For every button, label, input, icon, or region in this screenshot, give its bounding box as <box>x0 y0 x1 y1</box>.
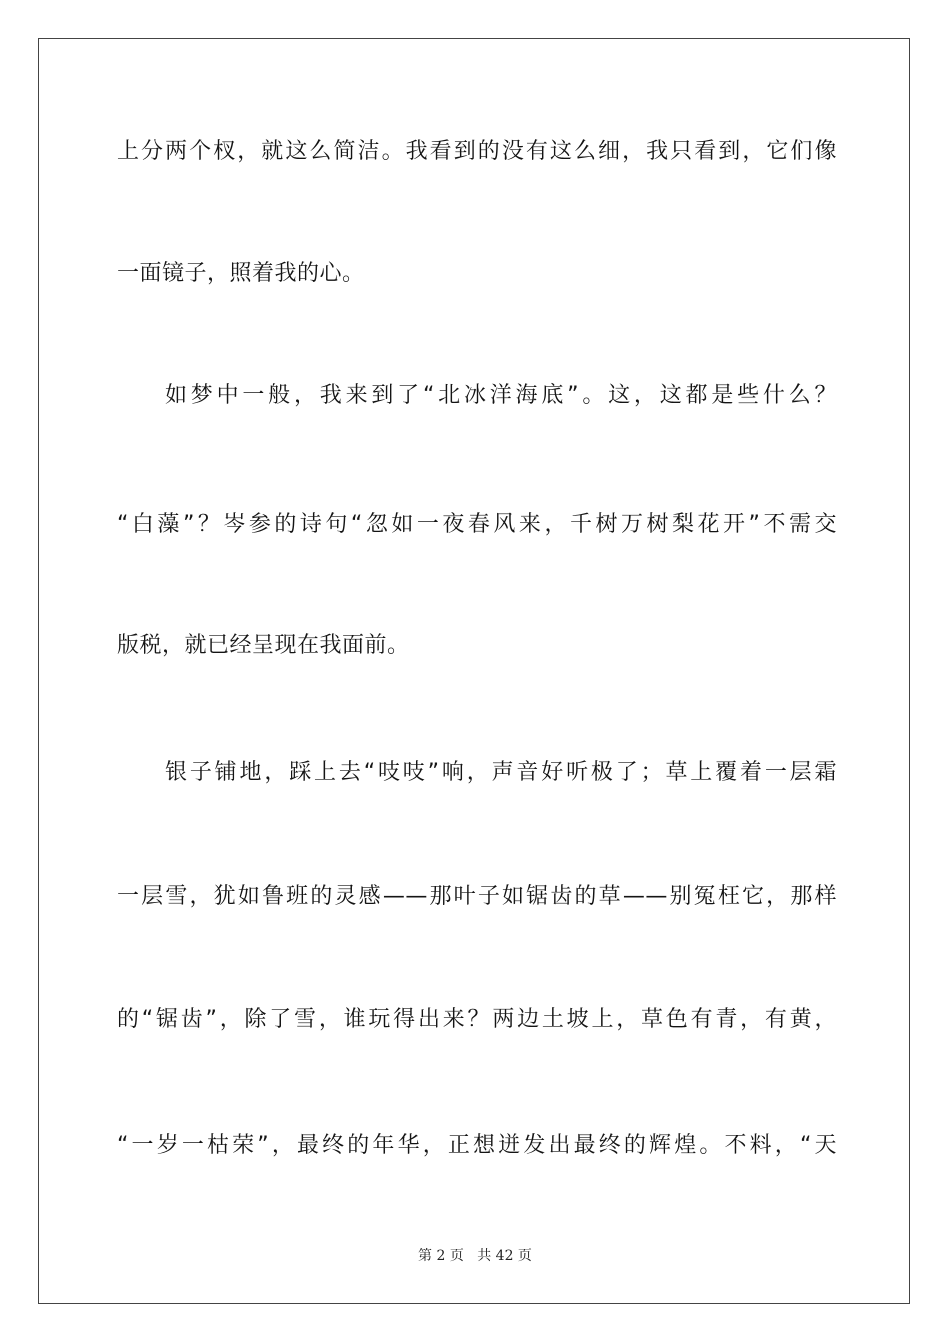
paragraph-line: “一岁一枯荣”，最终的年华，正想迸发出最终的辉煌。不料，“天 <box>117 1133 837 1158</box>
page-border <box>38 38 910 1304</box>
page-total: 共 42 页 <box>477 1248 532 1264</box>
paragraph-line: 的“锯齿”，除了雪，谁玩得出来？两边土坡上，草色有青，有黄， <box>117 1007 837 1032</box>
paragraph-line: 版税，就已经呈现在我面前。 <box>117 633 410 658</box>
page-number: 第 2 页 <box>418 1248 464 1264</box>
paragraph-line: 如梦中一般，我来到了“北冰洋海底”。这，这都是些什么？ <box>165 383 837 408</box>
paragraph-line: 银子铺地，踩上去“吱吱”响，声音好听极了；草上覆着一层霜 <box>165 760 837 785</box>
paragraph-line: 一面镜子，照着我的心。 <box>117 261 365 286</box>
paragraph-line: 一层雪，犹如鲁班的灵感——那叶子如锯齿的草——别冤枉它，那样 <box>117 884 837 909</box>
paragraph-line: 上分两个杈，就这么简洁。我看到的没有这么细，我只看到，它们像 <box>117 139 837 164</box>
page-footer <box>0 1247 950 1265</box>
paragraph-line: “白藻”？岑参的诗句“忽如一夜春风来，千树万树梨花开”不需交 <box>117 512 837 537</box>
